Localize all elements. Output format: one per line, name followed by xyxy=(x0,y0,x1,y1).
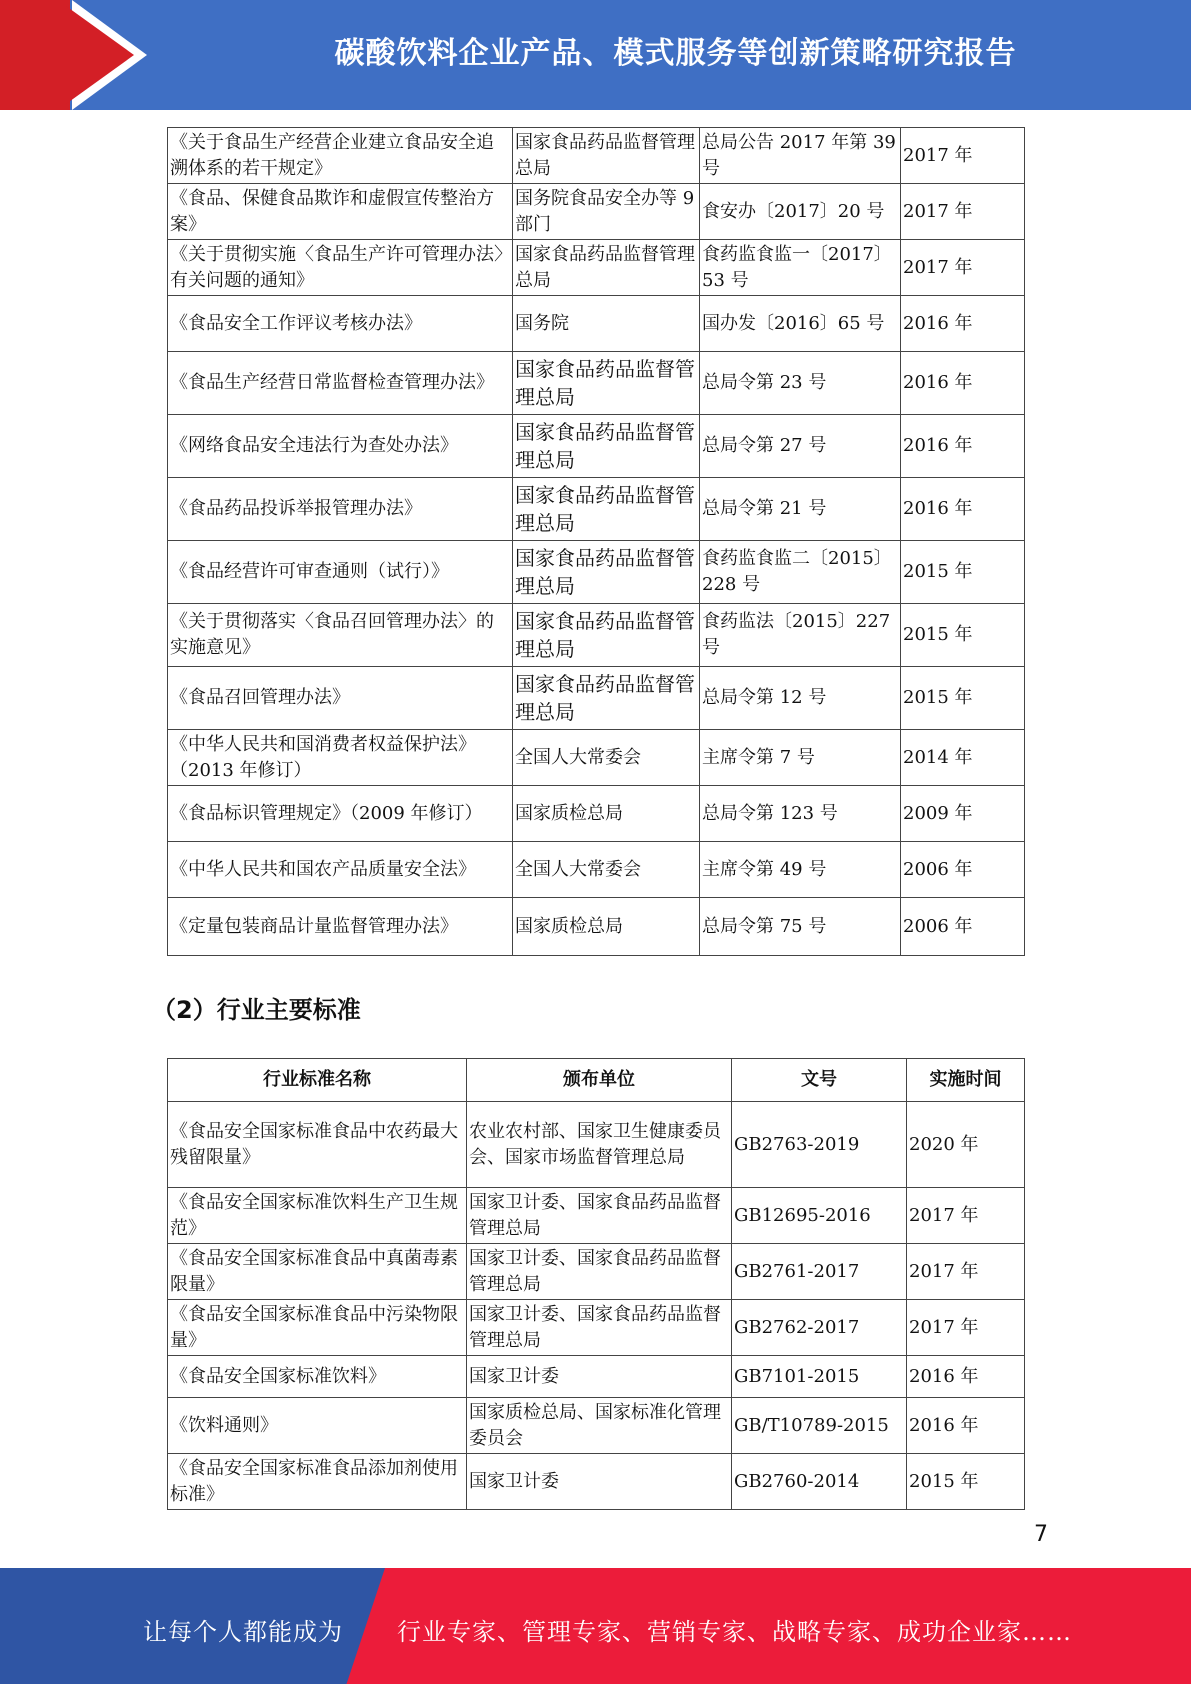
standard-year: 2017 年 xyxy=(907,1188,1025,1244)
regulation-issuer: 国家食品药品监督管理总局 xyxy=(513,667,700,730)
regulation-doc: 总局令第 12 号 xyxy=(700,667,901,730)
regulation-doc: 总局令第 75 号 xyxy=(700,898,901,956)
page-number: 7 xyxy=(1034,1522,1048,1547)
regulation-name: 《食品安全工作评议考核办法》 xyxy=(168,296,513,352)
regulation-year: 2016 年 xyxy=(901,352,1025,415)
regulation-doc: 主席令第 49 号 xyxy=(700,842,901,898)
regulation-doc: 主席令第 7 号 xyxy=(700,730,901,786)
standard-issuer: 国家质检总局、国家标准化管理委员会 xyxy=(467,1398,732,1454)
regulation-year: 2017 年 xyxy=(901,128,1025,184)
regulation-issuer: 国务院 xyxy=(513,296,700,352)
standard-year: 2016 年 xyxy=(907,1356,1025,1398)
regulation-year: 2016 年 xyxy=(901,478,1025,541)
regulation-issuer: 国家食品药品监督管理总局 xyxy=(513,352,700,415)
standard-issuer: 国家卫计委 xyxy=(467,1356,732,1398)
column-header-date: 实施时间 xyxy=(907,1059,1025,1102)
regulation-name: 《定量包装商品计量监督管理办法》 xyxy=(168,898,513,956)
standard-year: 2015 年 xyxy=(907,1454,1025,1510)
regulation-name: 《关于贯彻落实〈食品召回管理办法〉的实施意见》 xyxy=(168,604,513,667)
regulation-doc: 食安办〔2017〕20 号 xyxy=(700,184,901,240)
regulation-doc: 国办发〔2016〕65 号 xyxy=(700,296,901,352)
standard-issuer: 国家卫计委、国家食品药品监督管理总局 xyxy=(467,1188,732,1244)
table-row xyxy=(168,240,1025,296)
table-row xyxy=(168,415,1025,478)
table-row xyxy=(168,786,1025,842)
regulation-name: 《中华人民共和国农产品质量安全法》 xyxy=(168,842,513,898)
regulation-year: 2017 年 xyxy=(901,184,1025,240)
table-row xyxy=(168,128,1025,184)
standard-issuer: 国家卫计委 xyxy=(467,1454,732,1510)
regulation-issuer: 全国人大常委会 xyxy=(513,842,700,898)
table-row xyxy=(168,1300,1025,1356)
standard-year: 2017 年 xyxy=(907,1300,1025,1356)
table-row xyxy=(168,1454,1025,1510)
table-row xyxy=(168,898,1025,956)
standard-year: 2017 年 xyxy=(907,1244,1025,1300)
regulation-year: 2015 年 xyxy=(901,541,1025,604)
column-header-doc: 文号 xyxy=(732,1059,907,1102)
header-chevron-inner xyxy=(66,6,134,104)
regulation-year: 2016 年 xyxy=(901,296,1025,352)
regulation-doc: 总局令第 27 号 xyxy=(700,415,901,478)
regulation-doc: 食药监食监一〔2017〕53 号 xyxy=(700,240,901,296)
standard-doc: GB2760-2014 xyxy=(732,1454,907,1510)
standard-year: 2020 年 xyxy=(907,1102,1025,1188)
standards-table xyxy=(167,1058,1025,1510)
section-title: （2）行业主要标准 xyxy=(152,996,361,1024)
regulation-name: 《食品生产经营日常监督检查管理办法》 xyxy=(168,352,513,415)
standard-issuer: 国家卫计委、国家食品药品监督管理总局 xyxy=(467,1300,732,1356)
regulation-year: 2006 年 xyxy=(901,842,1025,898)
standard-name: 《食品安全国家标准食品中农药最大残留限量》 xyxy=(168,1102,467,1188)
page-footer xyxy=(0,1568,1191,1684)
page-header xyxy=(0,0,1191,110)
table-row xyxy=(168,730,1025,786)
column-header-issuer: 颁布单位 xyxy=(467,1059,732,1102)
regulation-doc: 总局令第 23 号 xyxy=(700,352,901,415)
regulation-year: 2015 年 xyxy=(901,667,1025,730)
regulation-issuer: 国家食品药品监督管理总局 xyxy=(513,478,700,541)
header-red-block xyxy=(0,0,70,110)
regulation-year: 2009 年 xyxy=(901,786,1025,842)
standard-doc: GB2761-2017 xyxy=(732,1244,907,1300)
regulation-issuer: 国家食品药品监督管理总局 xyxy=(513,240,700,296)
regulation-issuer: 国务院食品安全办等 9 部门 xyxy=(513,184,700,240)
regulation-year: 2017 年 xyxy=(901,240,1025,296)
table-header-row xyxy=(168,1059,1025,1102)
standard-doc: GB7101-2015 xyxy=(732,1356,907,1398)
regulation-name: 《食品经营许可审查通则（试行）》 xyxy=(168,541,513,604)
regulation-name: 《关于食品生产经营企业建立食品安全追溯体系的若干规定》 xyxy=(168,128,513,184)
standard-name: 《食品安全国家标准食品中真菌毒素限量》 xyxy=(168,1244,467,1300)
footer-slogan-right: 行业专家、管理专家、营销专家、战略专家、成功企业家…… xyxy=(397,1618,1072,1646)
regulation-issuer: 国家质检总局 xyxy=(513,898,700,956)
standard-doc: GB2762-2017 xyxy=(732,1300,907,1356)
standard-name: 《食品安全国家标准食品添加剂使用标准》 xyxy=(168,1454,467,1510)
regulation-name: 《食品召回管理办法》 xyxy=(168,667,513,730)
table-row xyxy=(168,296,1025,352)
regulation-name: 《关于贯彻实施〈食品生产许可管理办法〉有关问题的通知》 xyxy=(168,240,513,296)
table-row xyxy=(168,352,1025,415)
regulation-doc: 食药监食监二〔2015〕228 号 xyxy=(700,541,901,604)
standard-doc: GB/T10789-2015 xyxy=(732,1398,907,1454)
regulation-doc: 总局令第 21 号 xyxy=(700,478,901,541)
table-row xyxy=(168,1102,1025,1188)
table-row xyxy=(168,541,1025,604)
standard-doc: GB12695-2016 xyxy=(732,1188,907,1244)
column-header-name: 行业标准名称 xyxy=(168,1059,467,1102)
standard-name: 《食品安全国家标准食品中污染物限量》 xyxy=(168,1300,467,1356)
table-row xyxy=(168,478,1025,541)
regulation-year: 2015 年 xyxy=(901,604,1025,667)
regulation-year: 2014 年 xyxy=(901,730,1025,786)
table-row xyxy=(168,667,1025,730)
regulation-year: 2016 年 xyxy=(901,415,1025,478)
regulation-issuer: 国家食品药品监督管理总局 xyxy=(513,415,700,478)
regulation-name: 《食品、保健食品欺诈和虚假宣传整治方案》 xyxy=(168,184,513,240)
standard-issuer: 国家卫计委、国家食品药品监督管理总局 xyxy=(467,1244,732,1300)
regulation-doc: 总局公告 2017 年第 39 号 xyxy=(700,128,901,184)
regulation-issuer: 国家食品药品监督管理总局 xyxy=(513,128,700,184)
table-row xyxy=(168,1188,1025,1244)
table-row xyxy=(168,604,1025,667)
report-title: 碳酸饮料企业产品、模式服务等创新策略研究报告 xyxy=(334,36,1017,71)
regulation-name: 《食品药品投诉举报管理办法》 xyxy=(168,478,513,541)
standard-name: 《食品安全国家标准饮料生产卫生规范》 xyxy=(168,1188,467,1244)
standard-doc: GB2763-2019 xyxy=(732,1102,907,1188)
table-row xyxy=(168,1398,1025,1454)
regulation-year: 2006 年 xyxy=(901,898,1025,956)
regulation-issuer: 国家质检总局 xyxy=(513,786,700,842)
standard-year: 2016 年 xyxy=(907,1398,1025,1454)
regulation-issuer: 国家食品药品监督管理总局 xyxy=(513,604,700,667)
standard-name: 《饮料通则》 xyxy=(168,1398,467,1454)
regulation-name: 《食品标识管理规定》（2009 年修订） xyxy=(168,786,513,842)
footer-slogan-left: 让每个人都能成为 xyxy=(143,1618,343,1646)
standard-issuer: 农业农村部、国家卫生健康委员会、国家市场监督管理总局 xyxy=(467,1102,732,1188)
regulation-name: 《中华人民共和国消费者权益保护法》（2013 年修订） xyxy=(168,730,513,786)
table-row xyxy=(168,1356,1025,1398)
regulation-issuer: 全国人大常委会 xyxy=(513,730,700,786)
table-row xyxy=(168,842,1025,898)
regulations-table xyxy=(167,127,1025,956)
table-row xyxy=(168,184,1025,240)
regulation-issuer: 国家食品药品监督管理总局 xyxy=(513,541,700,604)
standard-name: 《食品安全国家标准饮料》 xyxy=(168,1356,467,1398)
table-row xyxy=(168,1244,1025,1300)
regulation-doc: 食药监法〔2015〕227 号 xyxy=(700,604,901,667)
regulation-name: 《网络食品安全违法行为查处办法》 xyxy=(168,415,513,478)
regulation-doc: 总局令第 123 号 xyxy=(700,786,901,842)
